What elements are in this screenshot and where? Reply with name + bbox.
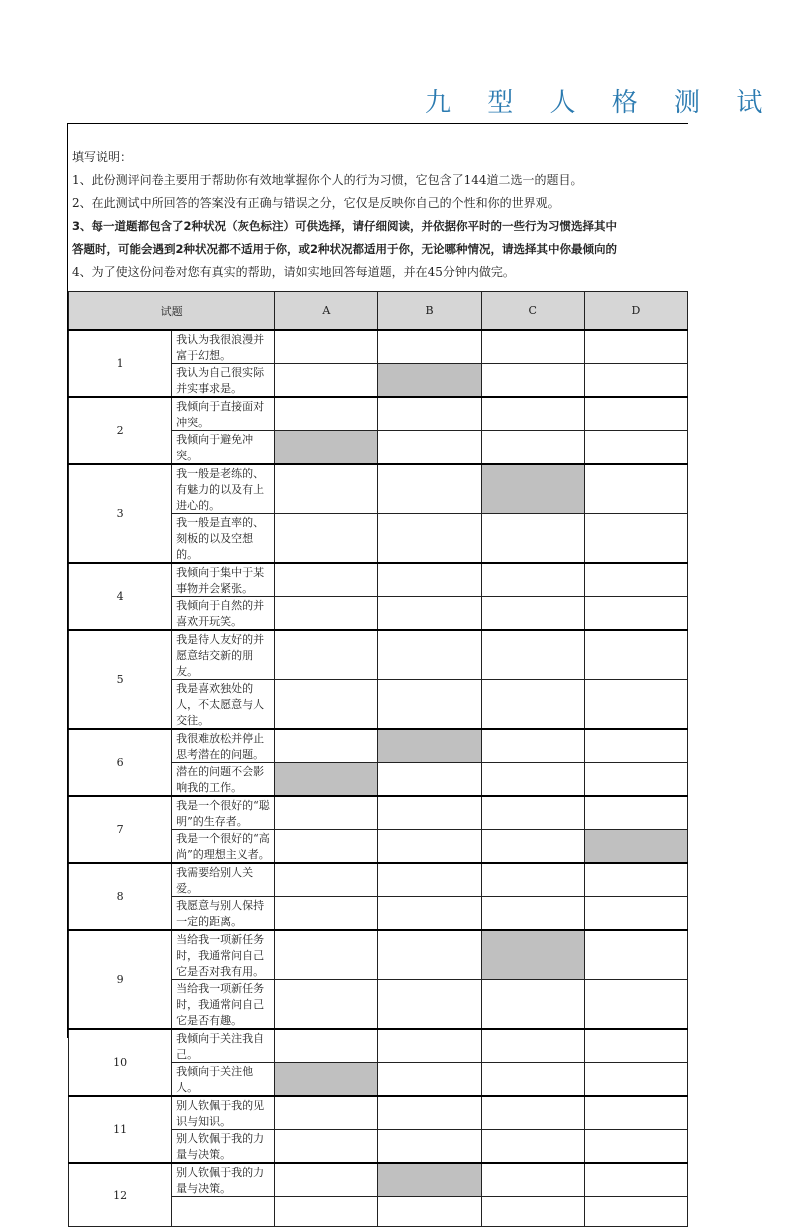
answer-cell-d[interactable] (584, 680, 687, 730)
answer-cell-c[interactable] (481, 1163, 584, 1197)
answer-cell-a[interactable] (275, 464, 378, 514)
answer-cell-c[interactable] (481, 630, 584, 680)
answer-cell-d[interactable] (584, 796, 687, 830)
question-statement: 当给我一项新任务时，我通常问自己它是否对我有用。 (172, 930, 275, 980)
answer-cell-a[interactable] (275, 330, 378, 364)
answer-cell-d[interactable] (584, 630, 687, 680)
question-statement: 我认为我很浪漫并富于幻想。 (172, 330, 275, 364)
instructions-heading: 填写说明： (72, 150, 133, 164)
answer-cell-c[interactable] (481, 1130, 584, 1164)
question-statement: 我倾向于关注我自己。 (172, 1029, 275, 1063)
question-statement: 我倾向于集中于某事物并会紧张。 (172, 563, 275, 597)
answer-cell-a[interactable] (275, 980, 378, 1030)
table-row (69, 796, 688, 830)
instruction-line-2: 2、在此测试中所回答的答案没有正确与错误之分，它仅是反映你自己的个性和你的世界观。 (72, 196, 560, 210)
answer-cell-b[interactable] (378, 897, 481, 931)
question-number: 12 (69, 1163, 172, 1227)
question-statement: 我是一个很好的“聪明”的生存者。 (172, 796, 275, 830)
answer-cell-b[interactable] (378, 830, 481, 864)
answer-cell-a[interactable] (275, 1197, 378, 1227)
answer-cell-b[interactable] (378, 597, 481, 631)
question-statement: 别人钦佩于我的见识与知识。 (172, 1096, 275, 1130)
question-statement: 我很难放松并停止思考潜在的问题。 (172, 729, 275, 763)
answer-cell-b[interactable] (378, 364, 481, 398)
question-statement: 潜在的问题不会影响我的工作。 (172, 763, 275, 797)
answer-cell-b[interactable] (378, 980, 481, 1030)
answer-cell-c[interactable] (481, 597, 584, 631)
answer-cell-c[interactable] (481, 464, 584, 514)
answer-cell-d[interactable] (584, 464, 687, 514)
instruction-line-4: 4、为了使这份问卷对您有真实的帮助，请如实地回答每道题，并在45分钟内做完。 (72, 265, 515, 279)
question-number: 7 (69, 796, 172, 863)
answer-cell-b[interactable] (378, 680, 481, 730)
answer-cell-d[interactable] (584, 514, 687, 564)
answer-cell-d[interactable] (584, 1063, 687, 1097)
answer-cell-d[interactable] (584, 980, 687, 1030)
table-row (69, 1163, 688, 1197)
questionnaire-frame (67, 123, 688, 1202)
header-question: 试题 (69, 292, 275, 331)
answer-cell-c[interactable] (481, 796, 584, 830)
instruction-line-1: 1、此份测评问卷主要用于帮助你有效地掌握你个人的行为习惯，它包含了144道二选一的题目。 (72, 173, 583, 187)
answer-cell-b[interactable] (378, 763, 481, 797)
question-number: 2 (69, 397, 172, 464)
answer-cell-d[interactable] (584, 729, 687, 763)
answer-cell-a[interactable] (275, 830, 378, 864)
table-row (69, 330, 688, 364)
answer-cell-c[interactable] (481, 680, 584, 730)
answer-cell-a[interactable] (275, 1130, 378, 1164)
answer-cell-a[interactable] (275, 431, 378, 465)
instructions (72, 146, 712, 284)
answer-cell-a[interactable] (275, 897, 378, 931)
answer-cell-d[interactable] (584, 330, 687, 364)
answer-cell-c[interactable] (481, 1063, 584, 1097)
answer-cell-b[interactable] (378, 1096, 481, 1130)
answer-cell-c[interactable] (481, 1096, 584, 1130)
answer-cell-a[interactable] (275, 630, 378, 680)
answer-cell-b[interactable] (378, 563, 481, 597)
answer-cell-d[interactable] (584, 1029, 687, 1063)
answer-cell-b[interactable] (378, 1197, 481, 1227)
answer-cell-d[interactable] (584, 563, 687, 597)
page-title: 九 型 人 格 测 试 (425, 88, 777, 118)
answer-cell-d[interactable] (584, 830, 687, 864)
answer-cell-a[interactable] (275, 514, 378, 564)
question-number: 4 (69, 563, 172, 630)
question-statement (172, 1197, 275, 1227)
question-table (68, 291, 688, 1227)
answer-cell-c[interactable] (481, 514, 584, 564)
question-statement: 我是待人友好的并愿意结交新的朋友。 (172, 630, 275, 680)
answer-cell-a[interactable] (275, 1029, 378, 1063)
answer-cell-c[interactable] (481, 1197, 584, 1227)
question-number: 9 (69, 930, 172, 1029)
answer-cell-d[interactable] (584, 431, 687, 465)
answer-cell-d[interactable] (584, 1096, 687, 1130)
answer-cell-c[interactable] (481, 897, 584, 931)
question-statement: 别人钦佩于我的力量与决策。 (172, 1163, 275, 1197)
answer-cell-a[interactable] (275, 863, 378, 897)
question-statement: 我倾向于自然的并喜欢开玩笑。 (172, 597, 275, 631)
question-statement: 我倾向于避免冲突。 (172, 431, 275, 465)
table-row (69, 729, 688, 763)
question-number: 3 (69, 464, 172, 563)
answer-cell-c[interactable] (481, 863, 584, 897)
question-statement: 我倾向于直接面对冲突。 (172, 397, 275, 431)
table-row (69, 930, 688, 980)
answer-cell-b[interactable] (378, 1130, 481, 1164)
answer-cell-a[interactable] (275, 1096, 378, 1130)
question-statement: 我是喜欢独处的人，不太愿意与人交往。 (172, 680, 275, 730)
instruction-line-3-continued: 答题时，可能会遇到2种状况都不适用于你，或2种状况都适用于你，无论哪种情况，请选择其中你最倾向的 (72, 242, 617, 256)
question-number: 5 (69, 630, 172, 729)
answer-cell-b[interactable] (378, 930, 481, 980)
answer-cell-a[interactable] (275, 364, 378, 398)
answer-cell-b[interactable] (378, 514, 481, 564)
table-body (69, 330, 688, 1227)
table-row (69, 630, 688, 680)
answer-cell-c[interactable] (481, 330, 584, 364)
answer-cell-c[interactable] (481, 431, 584, 465)
answer-cell-a[interactable] (275, 763, 378, 797)
question-statement: 当给我一项新任务时，我通常问自己它是否有趣。 (172, 980, 275, 1030)
table-row (69, 1029, 688, 1063)
answer-cell-c[interactable] (481, 364, 584, 398)
answer-cell-a[interactable] (275, 563, 378, 597)
answer-cell-d[interactable] (584, 1130, 687, 1164)
answer-cell-c[interactable] (481, 1029, 584, 1063)
header-option-c: C (481, 292, 584, 331)
answer-cell-b[interactable] (378, 863, 481, 897)
answer-cell-c[interactable] (481, 763, 584, 797)
answer-cell-a[interactable] (275, 796, 378, 830)
question-statement: 我愿意与别人保持一定的距离。 (172, 897, 275, 931)
answer-cell-b[interactable] (378, 630, 481, 680)
header-option-d: D (584, 292, 687, 331)
header-option-b: B (378, 292, 481, 331)
question-statement: 别人钦佩于我的力量与决策。 (172, 1130, 275, 1164)
instruction-line-3: 3、每一道题都包含了2种状况（灰色标注）可供选择，请仔细阅读，并依据你平时的一些行为习惯选择其中 (72, 219, 617, 233)
question-number: 8 (69, 863, 172, 930)
answer-cell-a[interactable] (275, 397, 378, 431)
answer-cell-a[interactable] (275, 729, 378, 763)
answer-cell-a[interactable] (275, 930, 378, 980)
answer-cell-b[interactable] (378, 729, 481, 763)
question-number: 11 (69, 1096, 172, 1163)
answer-cell-b[interactable] (378, 464, 481, 514)
question-number: 10 (69, 1029, 172, 1096)
answer-cell-d[interactable] (584, 930, 687, 980)
answer-cell-c[interactable] (481, 930, 584, 980)
question-statement: 我是一个很好的“高尚”的理想主义者。 (172, 830, 275, 864)
table-row (69, 1096, 688, 1130)
answer-cell-a[interactable] (275, 1063, 378, 1097)
question-number: 6 (69, 729, 172, 796)
answer-cell-a[interactable] (275, 597, 378, 631)
answer-cell-d[interactable] (584, 1163, 687, 1197)
question-number: 1 (69, 330, 172, 397)
header-option-a: A (275, 292, 378, 331)
answer-cell-b[interactable] (378, 1163, 481, 1197)
question-statement: 我倾向于关注他人。 (172, 1063, 275, 1097)
answer-cell-b[interactable] (378, 330, 481, 364)
answer-cell-d[interactable] (584, 397, 687, 431)
answer-cell-d[interactable] (584, 364, 687, 398)
question-statement: 我一般是直率的、刻板的以及空想的。 (172, 514, 275, 564)
table-row (69, 464, 688, 514)
question-statement: 我一般是老练的、有魅力的以及有上进心的。 (172, 464, 275, 514)
answer-cell-d[interactable] (584, 897, 687, 931)
table-row (69, 397, 688, 431)
answer-cell-c[interactable] (481, 397, 584, 431)
answer-cell-c[interactable] (481, 563, 584, 597)
question-statement: 我需要给别人关爱。 (172, 863, 275, 897)
answer-cell-b[interactable] (378, 1029, 481, 1063)
answer-cell-a[interactable] (275, 680, 378, 730)
answer-cell-b[interactable] (378, 796, 481, 830)
answer-cell-b[interactable] (378, 431, 481, 465)
answer-cell-d[interactable] (584, 863, 687, 897)
answer-cell-b[interactable] (378, 397, 481, 431)
answer-cell-c[interactable] (481, 980, 584, 1030)
question-statement: 我认为自己很实际并实事求是。 (172, 364, 275, 398)
table-row (69, 863, 688, 897)
answer-cell-b[interactable] (378, 1063, 481, 1097)
answer-cell-d[interactable] (584, 1197, 687, 1227)
table-row (69, 563, 688, 597)
answer-cell-c[interactable] (481, 729, 584, 763)
answer-cell-d[interactable] (584, 597, 687, 631)
answer-cell-d[interactable] (584, 763, 687, 797)
table-header-row (69, 292, 688, 331)
answer-cell-a[interactable] (275, 1163, 378, 1197)
answer-cell-c[interactable] (481, 830, 584, 864)
